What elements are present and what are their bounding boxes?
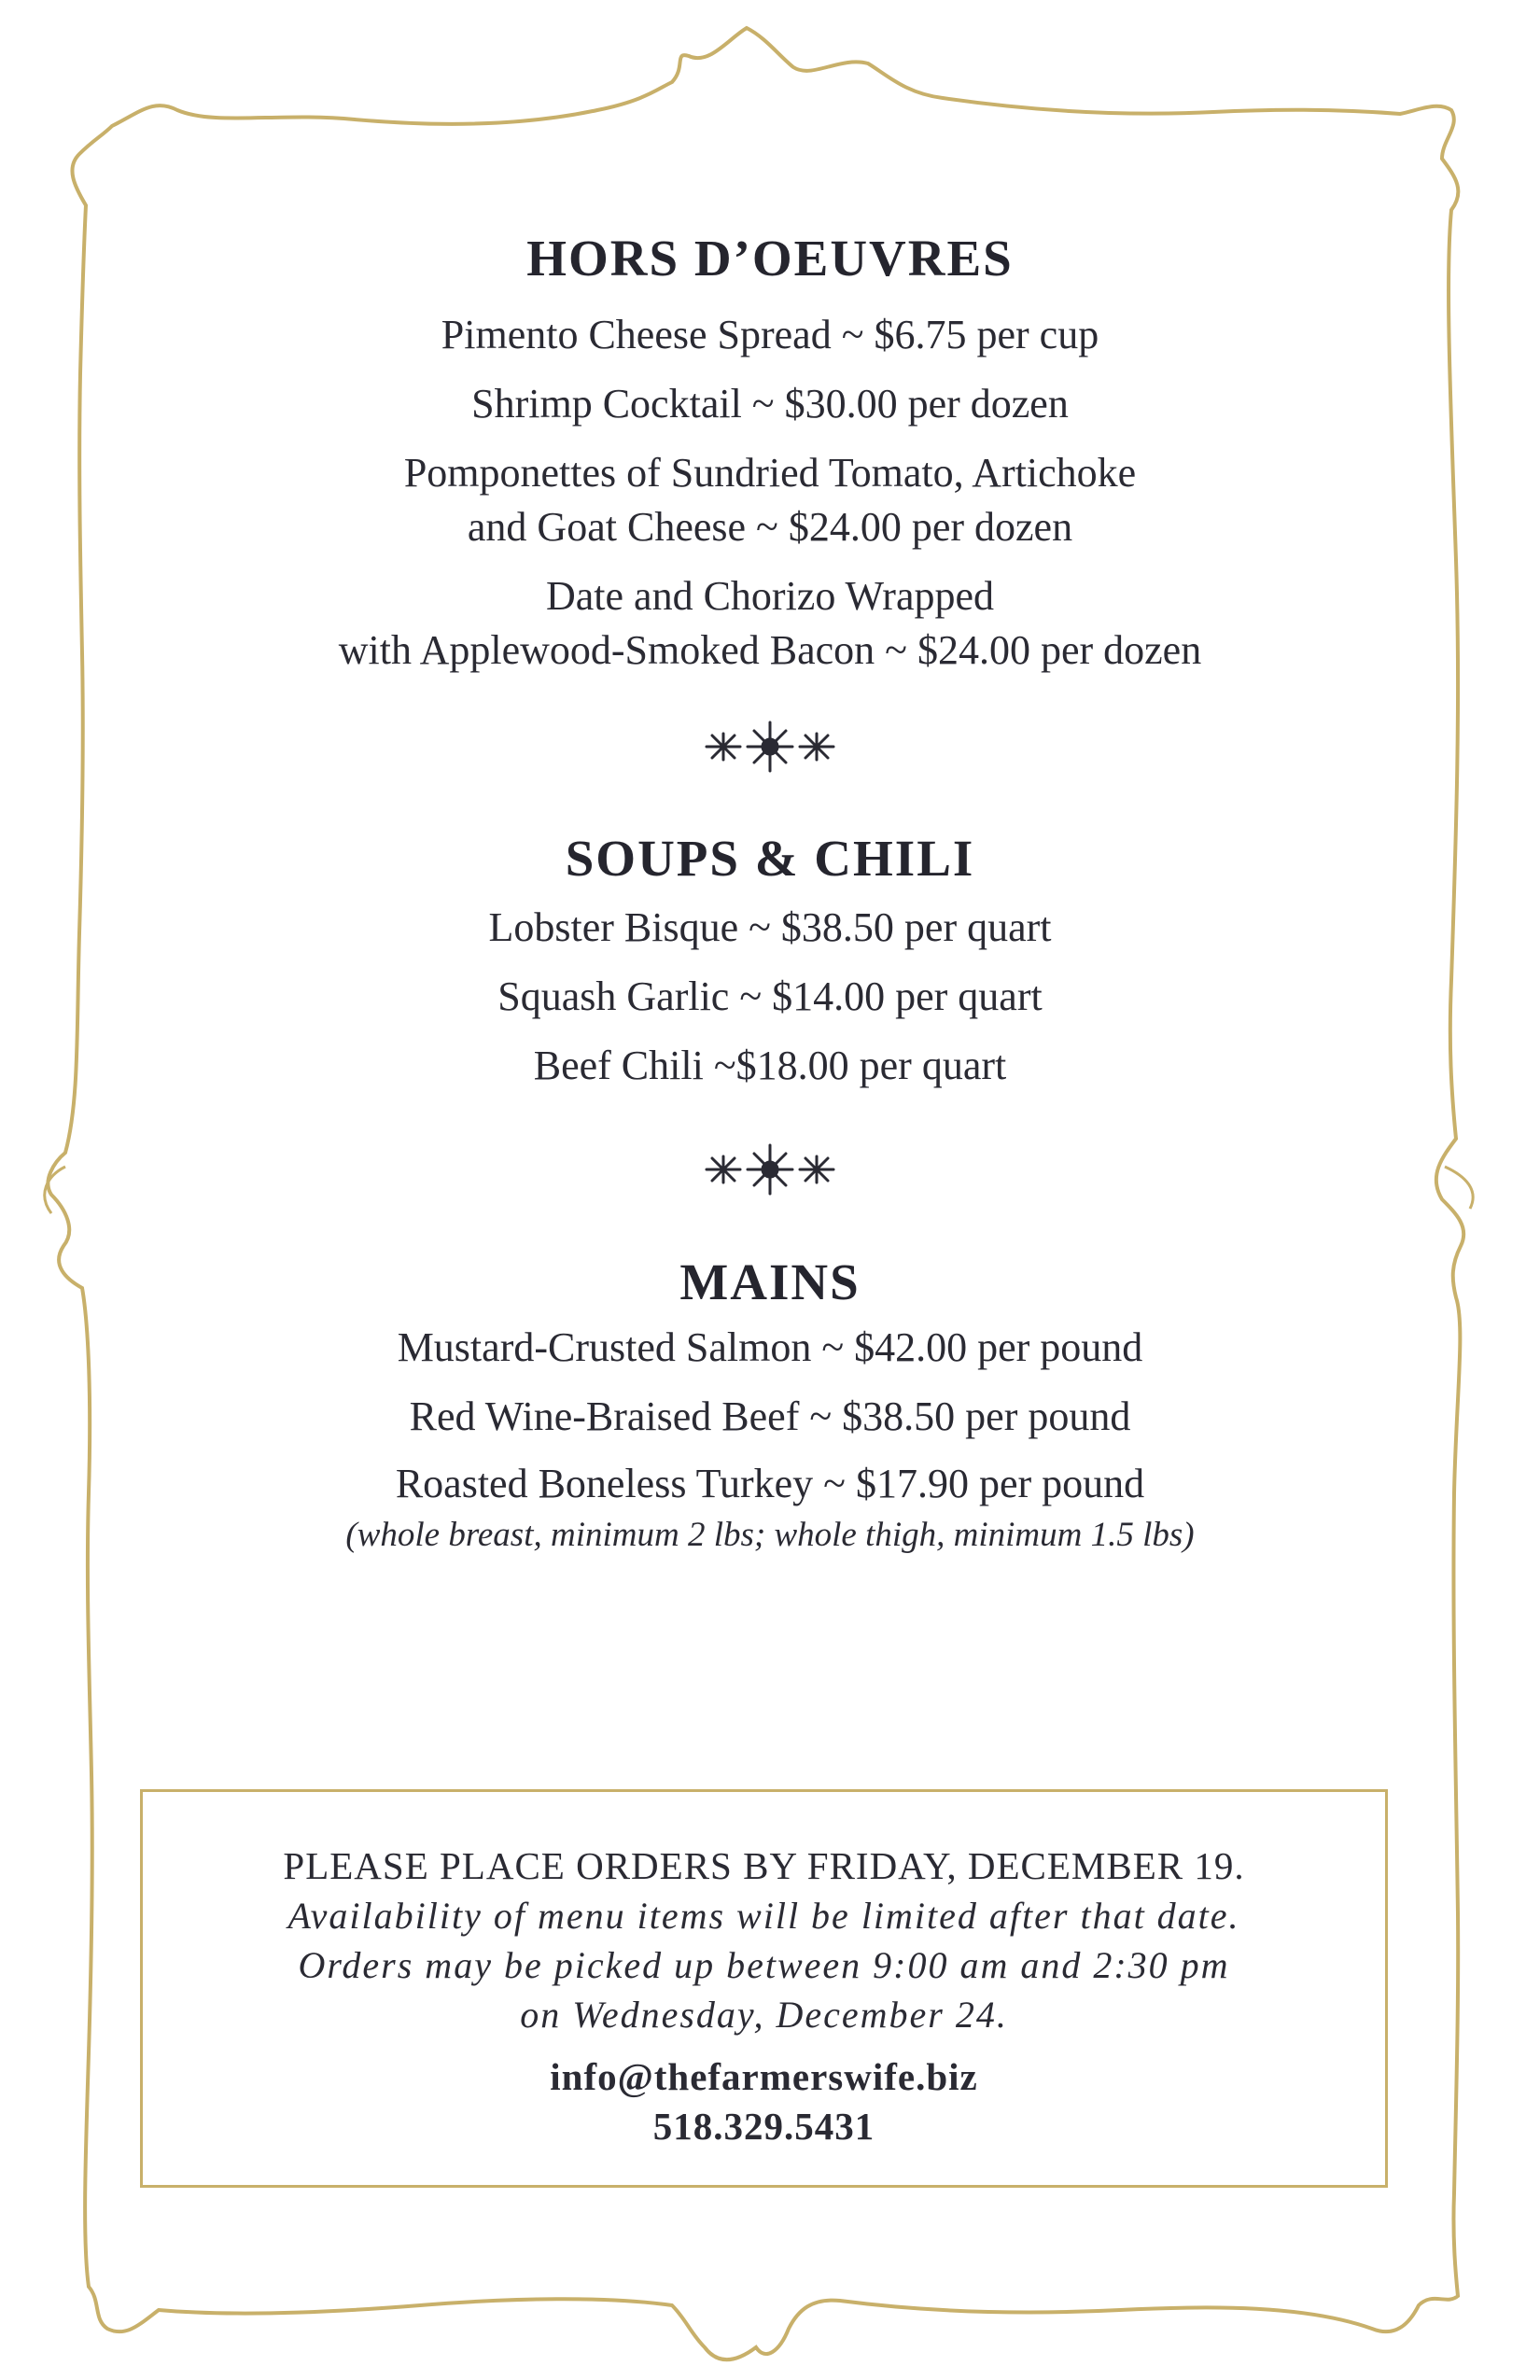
snowflake-divider-icon	[695, 1141, 845, 1197]
section-mains	[168, 1253, 1372, 1560]
snowflake-divider-icon	[695, 719, 845, 775]
section-hors-doeuvres	[168, 229, 1372, 678]
section-title-soups-chili: SOUPS & CHILI	[565, 830, 975, 887]
order-pickup-date: on Wednesday, December 24.	[520, 1994, 1008, 2036]
order-deadline: PLEASE PLACE ORDERS BY FRIDAY, DECEMBER 19.	[283, 1844, 1245, 1887]
section-title-mains: MAINS	[679, 1253, 861, 1310]
menu-item-pomponettes-line2: and Goat Cheese ~ $24.00 per dozen	[467, 504, 1073, 550]
section-title-hors-doeuvres: HORS D’OEUVRES	[526, 230, 1014, 287]
order-availability-note: Availability of menu items will be limited after that date.	[287, 1895, 1240, 1937]
menu-item-shrimp-cocktail: Shrimp Cocktail ~ $30.00 per dozen	[471, 381, 1069, 427]
order-info-box	[140, 1789, 1388, 2188]
menu-item-squash-garlic: Squash Garlic ~ $14.00 per quart	[497, 973, 1043, 1019]
menu-item-date-chorizo-line1: Date and Chorizo Wrapped	[545, 573, 995, 619]
order-pickup-time: Orders may be picked up between 9:00 am and 2:30 pm	[298, 1944, 1230, 1986]
menu-item-turkey-note: (whole breast, minimum 2 lbs; whole thigh, minimum 1.5 lbs)	[345, 1516, 1195, 1554]
menu-item-braised-beef: Red Wine-Braised Beef ~ $38.50 per pound	[409, 1393, 1131, 1439]
menu-item-pimento-cheese: Pimento Cheese Spread ~ $6.75 per cup	[441, 312, 1099, 357]
contact-email: info@thefarmerswife.biz	[550, 2055, 978, 2098]
menu-item-pomponettes-line1: Pomponettes of Sundried Tomato, Artichoke	[403, 450, 1137, 496]
menu-item-turkey: Roasted Boneless Turkey ~ $17.90 per pound	[395, 1461, 1145, 1506]
menu-item-lobster-bisque: Lobster Bisque ~ $38.50 per quart	[488, 904, 1052, 950]
menu-item-beef-chili: Beef Chili ~$18.00 per quart	[533, 1043, 1007, 1088]
contact-phone: 518.329.5431	[652, 2105, 875, 2148]
section-soups-chili	[168, 829, 1372, 1093]
menu-item-salmon: Mustard-Crusted Salmon ~ $42.00 per pound	[397, 1324, 1143, 1370]
menu-item-date-chorizo-line2: with Applewood-Smoked Bacon ~ $24.00 per dozen	[338, 627, 1202, 673]
